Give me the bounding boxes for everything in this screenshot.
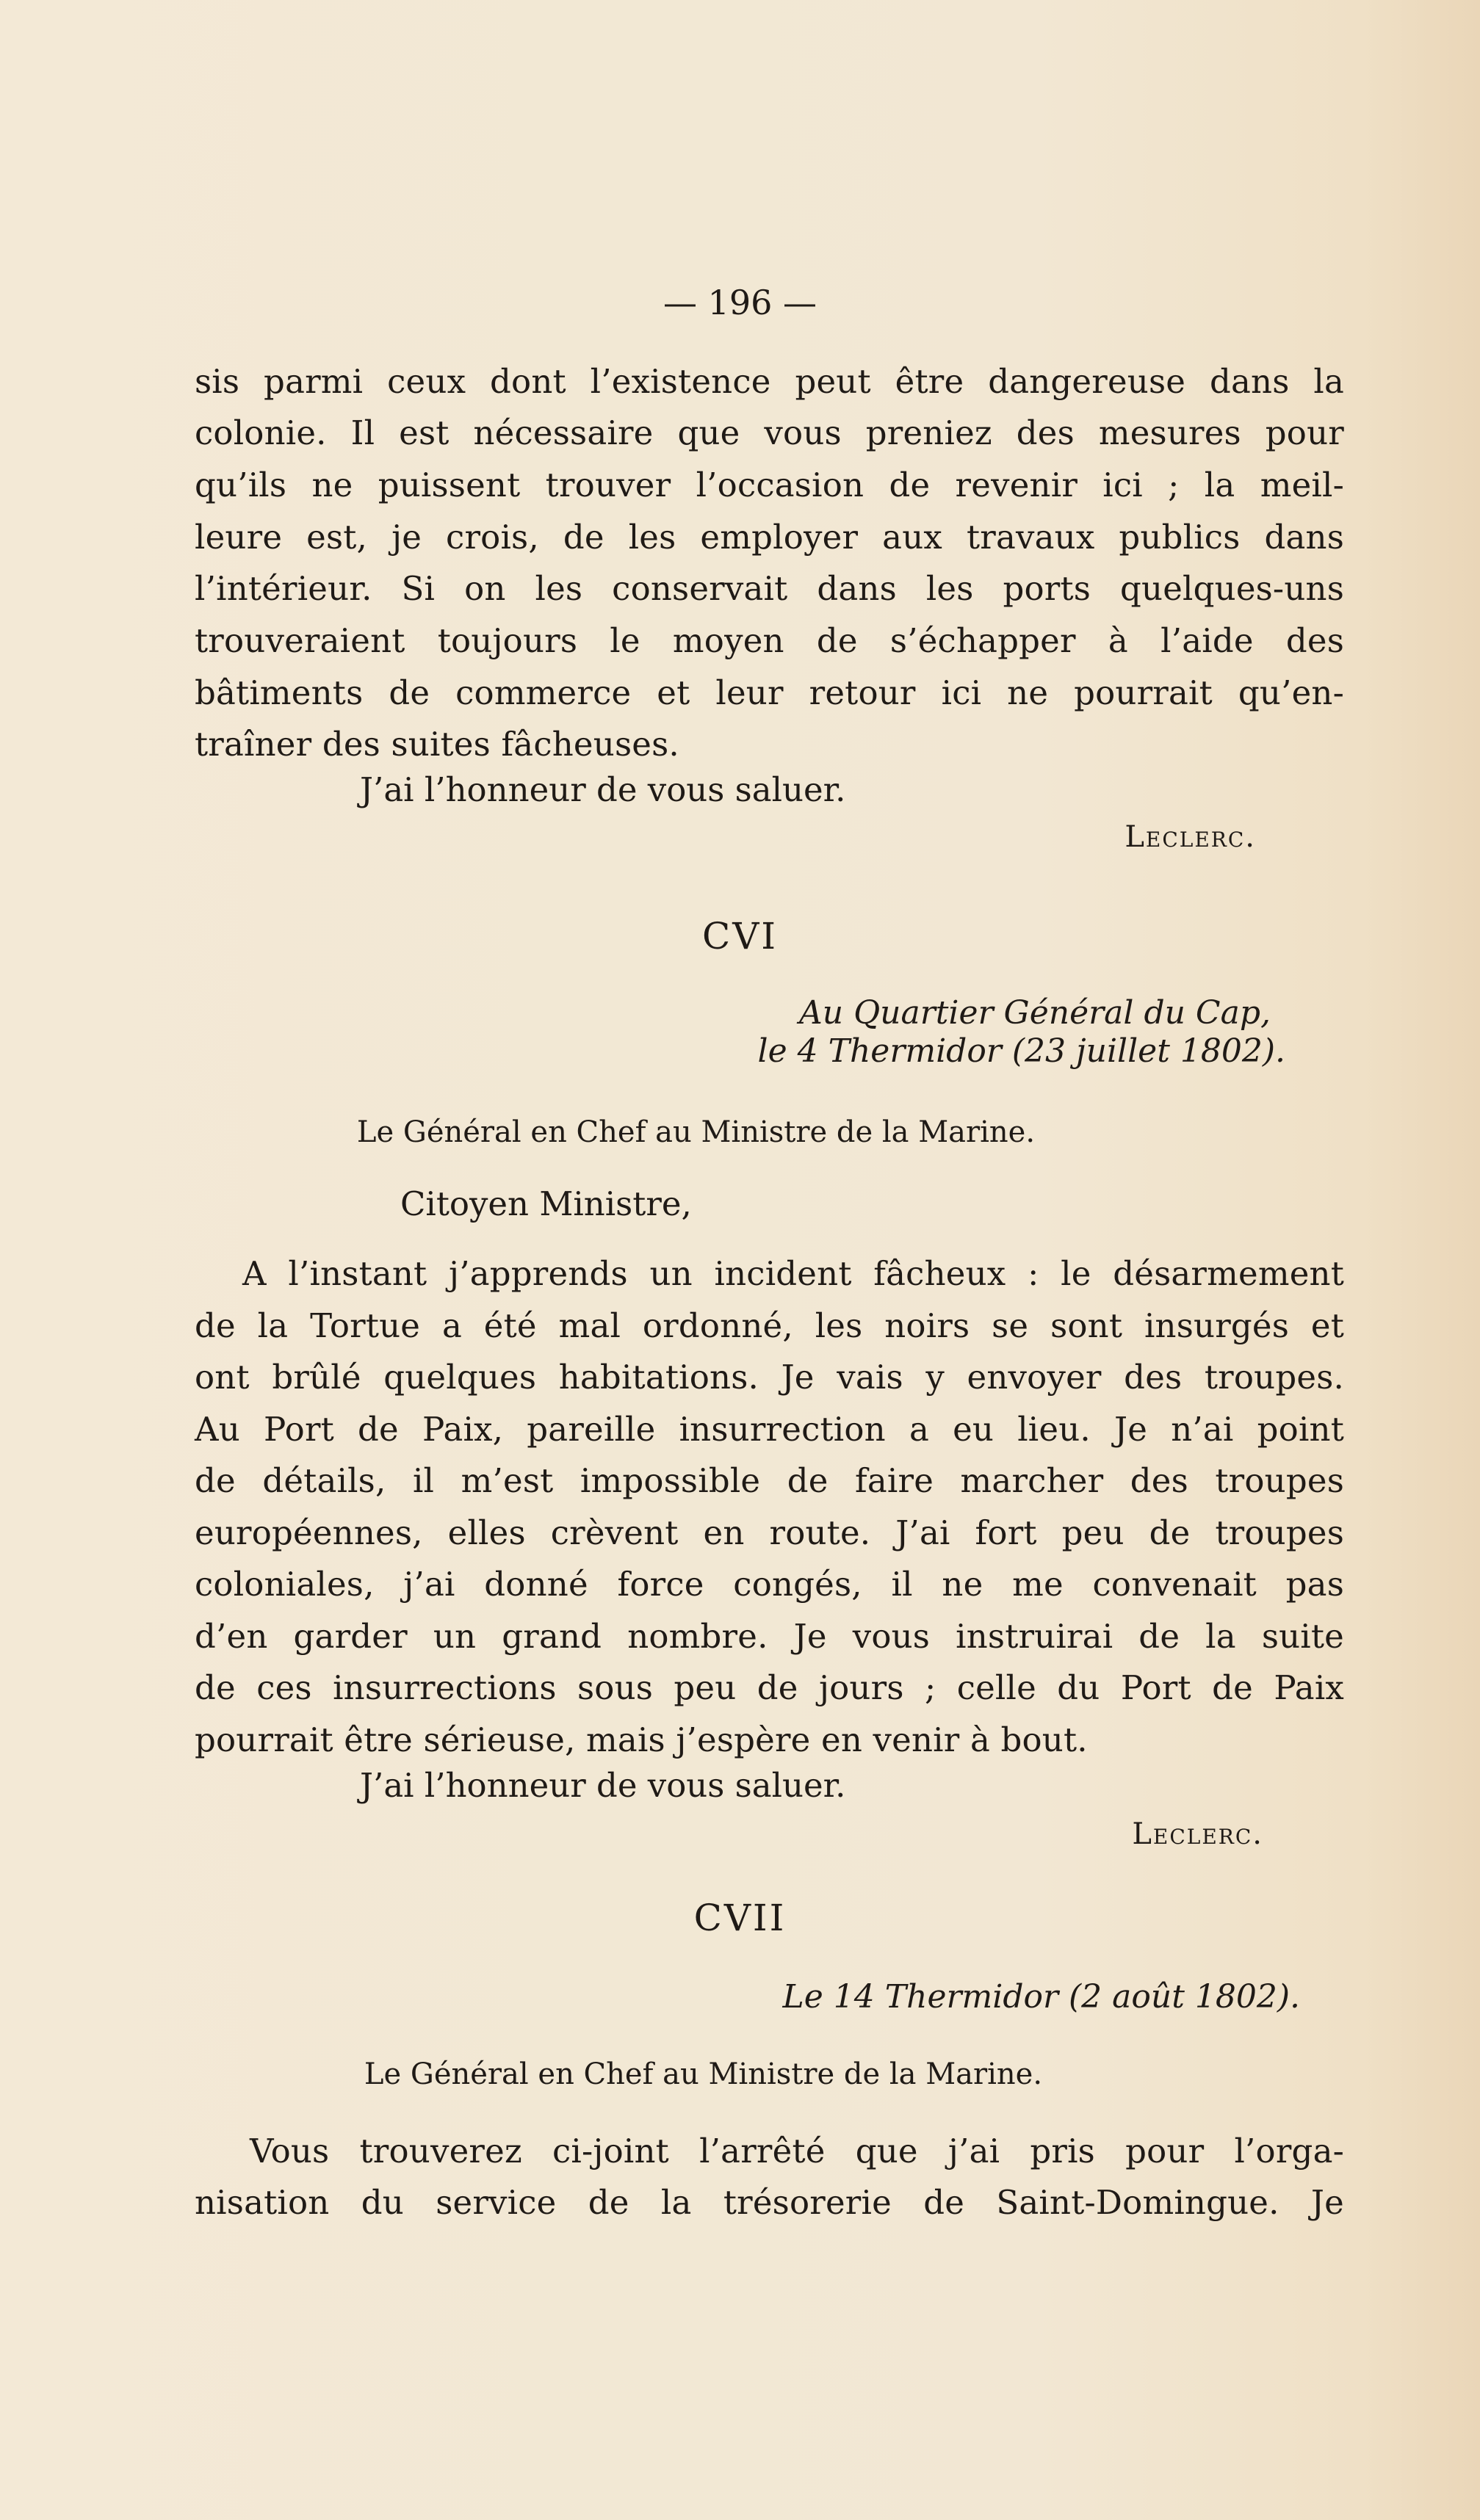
text-line: colonie. Il est nécessaire que vous preniez des mesures pour [195, 413, 1344, 452]
letter-date: le 4 Thermidor (23 juillet 1802). [757, 1032, 1285, 1070]
text-line: Vous trouverez ci-joint l’arrêté que j’ai pris pour l’orga- [250, 2132, 1344, 2170]
text-line: leure est, je crois, de les employer aux travaux publics dans [195, 518, 1344, 557]
letter-place: Au Quartier Général du Cap, [798, 994, 1271, 1032]
letter-date: Le 14 Thermidor (2 août 1802). [782, 1978, 1300, 2016]
text-line: de la Tortue a été mal ordonné, les noirs se sont insurgés et [195, 1306, 1344, 1345]
text-line: Au Port de Paix, pareille insurrection a eu lieu. Je n’ai point [195, 1410, 1344, 1449]
text-line: traîner des suites fâcheuses. [195, 725, 679, 764]
text-line: A l’instant j’apprends un incident fâcheux : le désarmement [242, 1254, 1344, 1293]
signature: Leclerc. [1125, 820, 1256, 854]
text-line: nisation du service de la trésorerie de Saint-Domingue. Je [195, 2183, 1344, 2222]
text-line: ont brûlé quelques habitations. Je vais y envoyer des troupes. [195, 1358, 1344, 1397]
text-line: de ces insurrections sous peu de jours ; celle du Port de Paix [195, 1668, 1344, 1707]
text-line: qu’ils ne puissent trouver l’occasion de revenir ici ; la meil- [195, 466, 1344, 504]
letter-number: CVI [701, 915, 779, 957]
text-line: européennes, elles crèvent en route. J’ai fort peu de troupes [195, 1513, 1344, 1552]
text-line: d’en garder un grand nombre. Je vous instruirai de la suite [195, 1617, 1344, 1656]
text-line: sis parmi ceux dont l’existence peut être dangereuse dans la [195, 362, 1344, 401]
closing-formula: J’ai l’honneur de vous saluer. [360, 1766, 846, 1805]
text-line: pourrait être sérieuse, mais j’espère en venir à bout. [195, 1720, 1088, 1759]
text-line: trouveraient toujours le moyen de s’échapper à l’aide des [195, 621, 1344, 660]
closing-formula: J’ai l’honneur de vous saluer. [360, 770, 846, 809]
text-line: l’intérieur. Si on les conservait dans les ports quelques-uns [195, 569, 1344, 608]
text-line: coloniales, j’ai donné force congés, il ne me convenait pas [195, 1565, 1344, 1604]
letter-heading: Le Général en Chef au Ministre de la Marine. [364, 2057, 1043, 2091]
text-line: de détails, il m’est impossible de faire marcher des troupes [195, 1461, 1344, 1500]
letter-heading: Le Général en Chef au Ministre de la Marine. [356, 1115, 1036, 1149]
salutation: Citoyen Ministre, [400, 1184, 692, 1223]
page-number: — 196 — [663, 283, 817, 322]
text-line: bâtiments de commerce et leur retour ici ne pourrait qu’en- [195, 673, 1344, 712]
signature: Leclerc. [1132, 1817, 1263, 1851]
letter-number: CVII [693, 1897, 787, 1939]
